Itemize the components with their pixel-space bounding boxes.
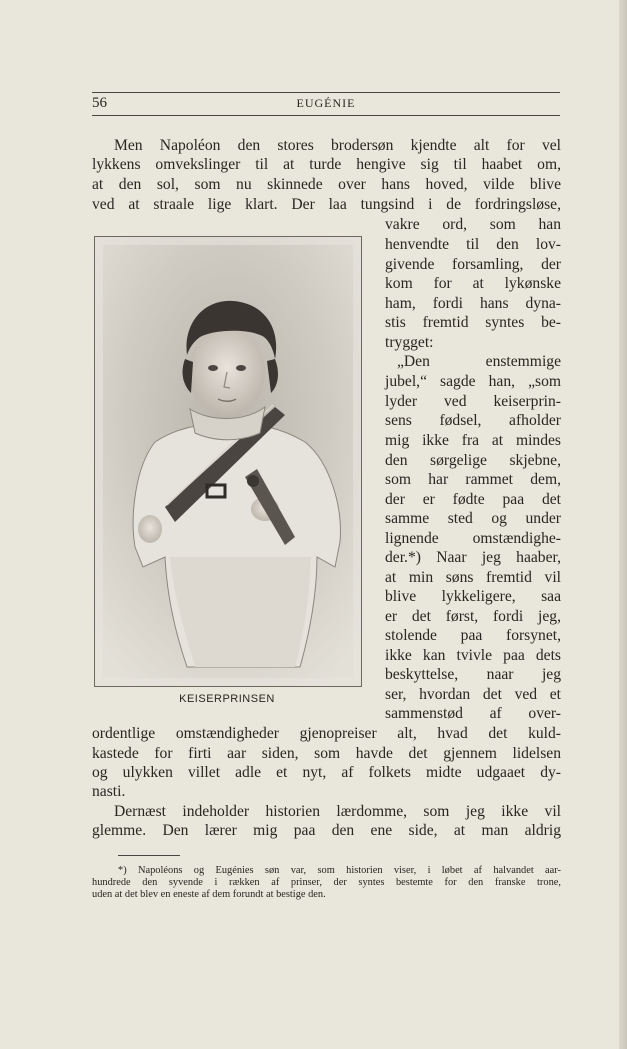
text-line: mig ikke fra at mindes: [385, 432, 561, 449]
text-line: kom for at lykønske: [385, 275, 561, 292]
text-line: Dernæst indeholder historien lærdomme, som jeg ikke vil: [114, 803, 561, 820]
page-number: 56: [92, 95, 107, 111]
text-line: blive lykkeligere, saa: [385, 588, 561, 605]
portrait-illustration: [95, 237, 361, 686]
photo-caption: KEISERPRINSEN: [179, 693, 275, 705]
text-line: stis fremtid syntes be-: [385, 314, 561, 331]
text-line: sammenstød af over-: [385, 705, 561, 722]
text-line: ser, hvordan det ved et: [385, 686, 561, 703]
text-line: ordentlige omstændigheder gjenopreiser alt, hvad det kuld-: [92, 725, 561, 742]
page-header: [92, 92, 560, 116]
text-line: Men Napoléon den stores brodersøn kjendte alt for vel: [114, 137, 561, 154]
running-title: EUGÉNIE: [296, 96, 356, 110]
text-line: den sørgelige skjebne,: [385, 452, 561, 469]
text-line: som har rammet dem,: [385, 471, 561, 488]
text-line: at min søns fremtid vil: [385, 569, 561, 586]
text-line: samme sted og under: [385, 510, 561, 527]
footnote-line: *) Napoléons og Eugénies søn var, som historien viser, i løbet af halvandet aar-: [118, 865, 561, 876]
text-line: „Den enstemmige: [397, 353, 561, 370]
text-line: at den sol, som nu skinnede over hans hoved, vilde blive: [92, 176, 561, 193]
text-line: stolende paa forsynet,: [385, 627, 561, 644]
text-line: og ulykken villet adle et nyt, af folkets midte udgaaet dy-: [92, 764, 561, 781]
text-line: sens fødsel, afholder: [385, 412, 561, 429]
footnote-rule: [118, 855, 180, 856]
page-edge: [619, 0, 627, 1049]
text-line: henvendte til den lov-: [385, 236, 561, 253]
text-line: kastede for firti aar siden, som havde det gjennem lidelsen: [92, 745, 561, 762]
portrait-photo: [94, 236, 362, 687]
text-line: glemme. Den lærer mig paa den ene side, at man aldrig: [92, 822, 561, 839]
footnote-line: uden at det blev en eneste af dem forundt at bestige den.: [92, 889, 326, 900]
text-line: beskyttelse, naar jeg: [385, 666, 561, 683]
text-line: der.*) Naar jeg haaber,: [385, 549, 561, 566]
text-line: nasti.: [92, 783, 126, 800]
text-line: jubel,“ sagde han, „som: [385, 373, 561, 390]
text-line: lykkens omvekslinger til at turde hengive sig til haabet om,: [92, 156, 561, 173]
text-line: lignende omstændighe-: [385, 530, 561, 547]
text-line: ham, fordi hans dyna-: [385, 295, 561, 312]
text-line: ikke kan tvivle paa dets: [385, 647, 561, 664]
text-line: givende forsamling, der: [385, 256, 561, 273]
text-line: vakre ord, som han: [385, 216, 561, 233]
text-line: ved at straale lige klart. Der laa tungsind i de fordringsløse,: [92, 196, 561, 213]
text-line: der er fødte paa det: [385, 491, 561, 508]
footnote-line: hundrede den syvende i rækken af prinser, der syntes bestemte for den franske trone,: [92, 877, 561, 888]
text-line: lyder ved keiserprin-: [385, 393, 561, 410]
text-line: er det først, fordi jeg,: [385, 608, 561, 625]
text-line: trygget:: [385, 334, 434, 351]
